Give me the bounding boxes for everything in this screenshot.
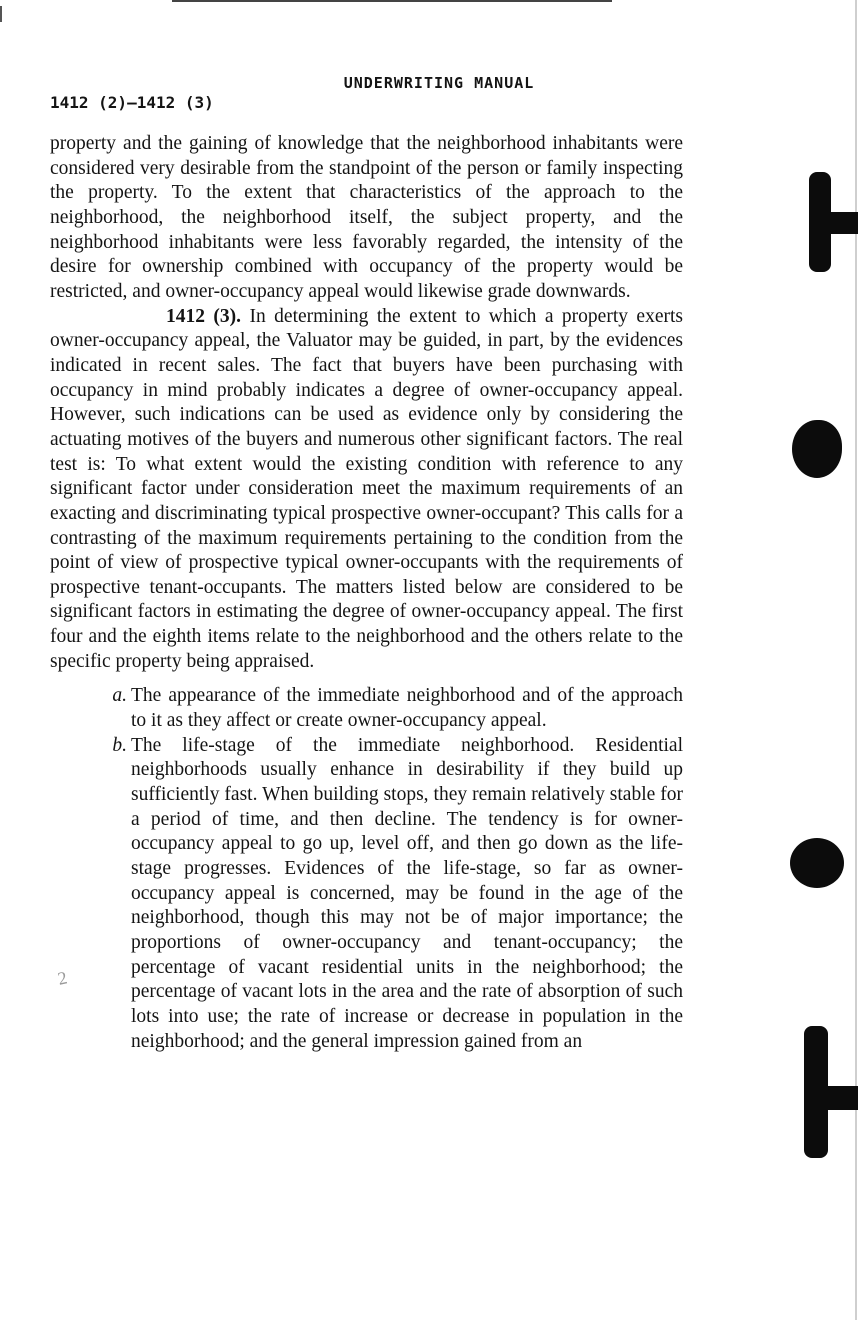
margin-note: 2	[55, 967, 69, 989]
binder-hole-lower	[790, 838, 844, 888]
left-edge-mark	[0, 6, 2, 22]
list-item-a	[50, 684, 683, 733]
list-item-b	[50, 734, 683, 1055]
list-item-text: The life-stage of the immediate neighborhood. Residential neighborhoods usually enhance in desirability if they build up sufficiently fast. When building stops, they remain relatively stable for a period of time, and then decline. The tendency is for owner-occupancy appeal to go up, level off, and then go down as the life-stage progresses. Evidences of the life-stage, so far as owner-occupancy appeal is concerned, may be found in the age of the neighborhood, though this may not be of major importance; the proportions of owner-occupancy and tenant-occupancy; the percentage of vacant residential units in the neighborhood; the percentage of vacant lots in the area and the rate of absorption of such lots into use; the rate of increase or decrease in population in the neighborhood; and the general impression gained from an	[131, 734, 683, 1052]
list-item-text: The appearance of the immediate neighborhood and of the approach to it as they affect or create owner-occupancy appeal.	[131, 685, 683, 732]
running-head: UNDERWRITING MANUAL	[343, 74, 535, 92]
right-page-edge	[855, 0, 857, 1320]
continuation-paragraph: property and the gaining of knowledge that the neighborhood inhabitants were considered very desirable from the standpoint of the person or family inspecting the property. To the extent that characteristics of the approach to the neighborhood, the neighborhood itself, the subject property, and the neighborhood inhabitants were less favorably regarded, the intensity of the desire for ownership combined with occupancy of the property would be restricted, and owner-occupancy appeal would likewise grade downwards.	[50, 133, 683, 302]
section-number: 1412 (2)–1412 (3)	[50, 93, 214, 112]
list-marker: a.	[112, 685, 127, 707]
section-heading: 1412 (3).	[166, 305, 242, 327]
top-rule	[172, 0, 612, 2]
binder-tab-top-arm	[828, 212, 858, 234]
binder-hole-upper	[792, 420, 842, 478]
section-paragraph	[50, 305, 683, 675]
factor-list	[50, 684, 683, 1054]
page-body	[50, 132, 683, 1054]
binder-tab-bottom-arm	[824, 1086, 858, 1110]
list-marker: b.	[112, 734, 127, 756]
section-text: In determining the extent to which a property exerts owner-occupancy appeal, the Valuator may be guided, in part, by the evidences indicated in recent sales. The fact that buyers have been purchasing with occupancy in mind probably indicates a degree of owner-occupancy appeal. However, such indications can be used as evidence only by considering the actuating motives of the buyers and numerous other significant factors. The real test is: To what extent would the existing condition with reference to any significant factor under consideration meet the maximum requirements of an exacting and discriminating typical prospective owner-occupant? This calls for a contrasting of the maximum requirements pertaining to the condition from the point of view of prospective typical owner-occupants with the requirements of prospective tenant-occupants. The matters listed below are considered to be significant factors in estimating the degree of owner-occupancy appeal. The first four and the eighth items relate to the neighborhood and the others relate to the specific property being appraised.	[50, 305, 683, 672]
